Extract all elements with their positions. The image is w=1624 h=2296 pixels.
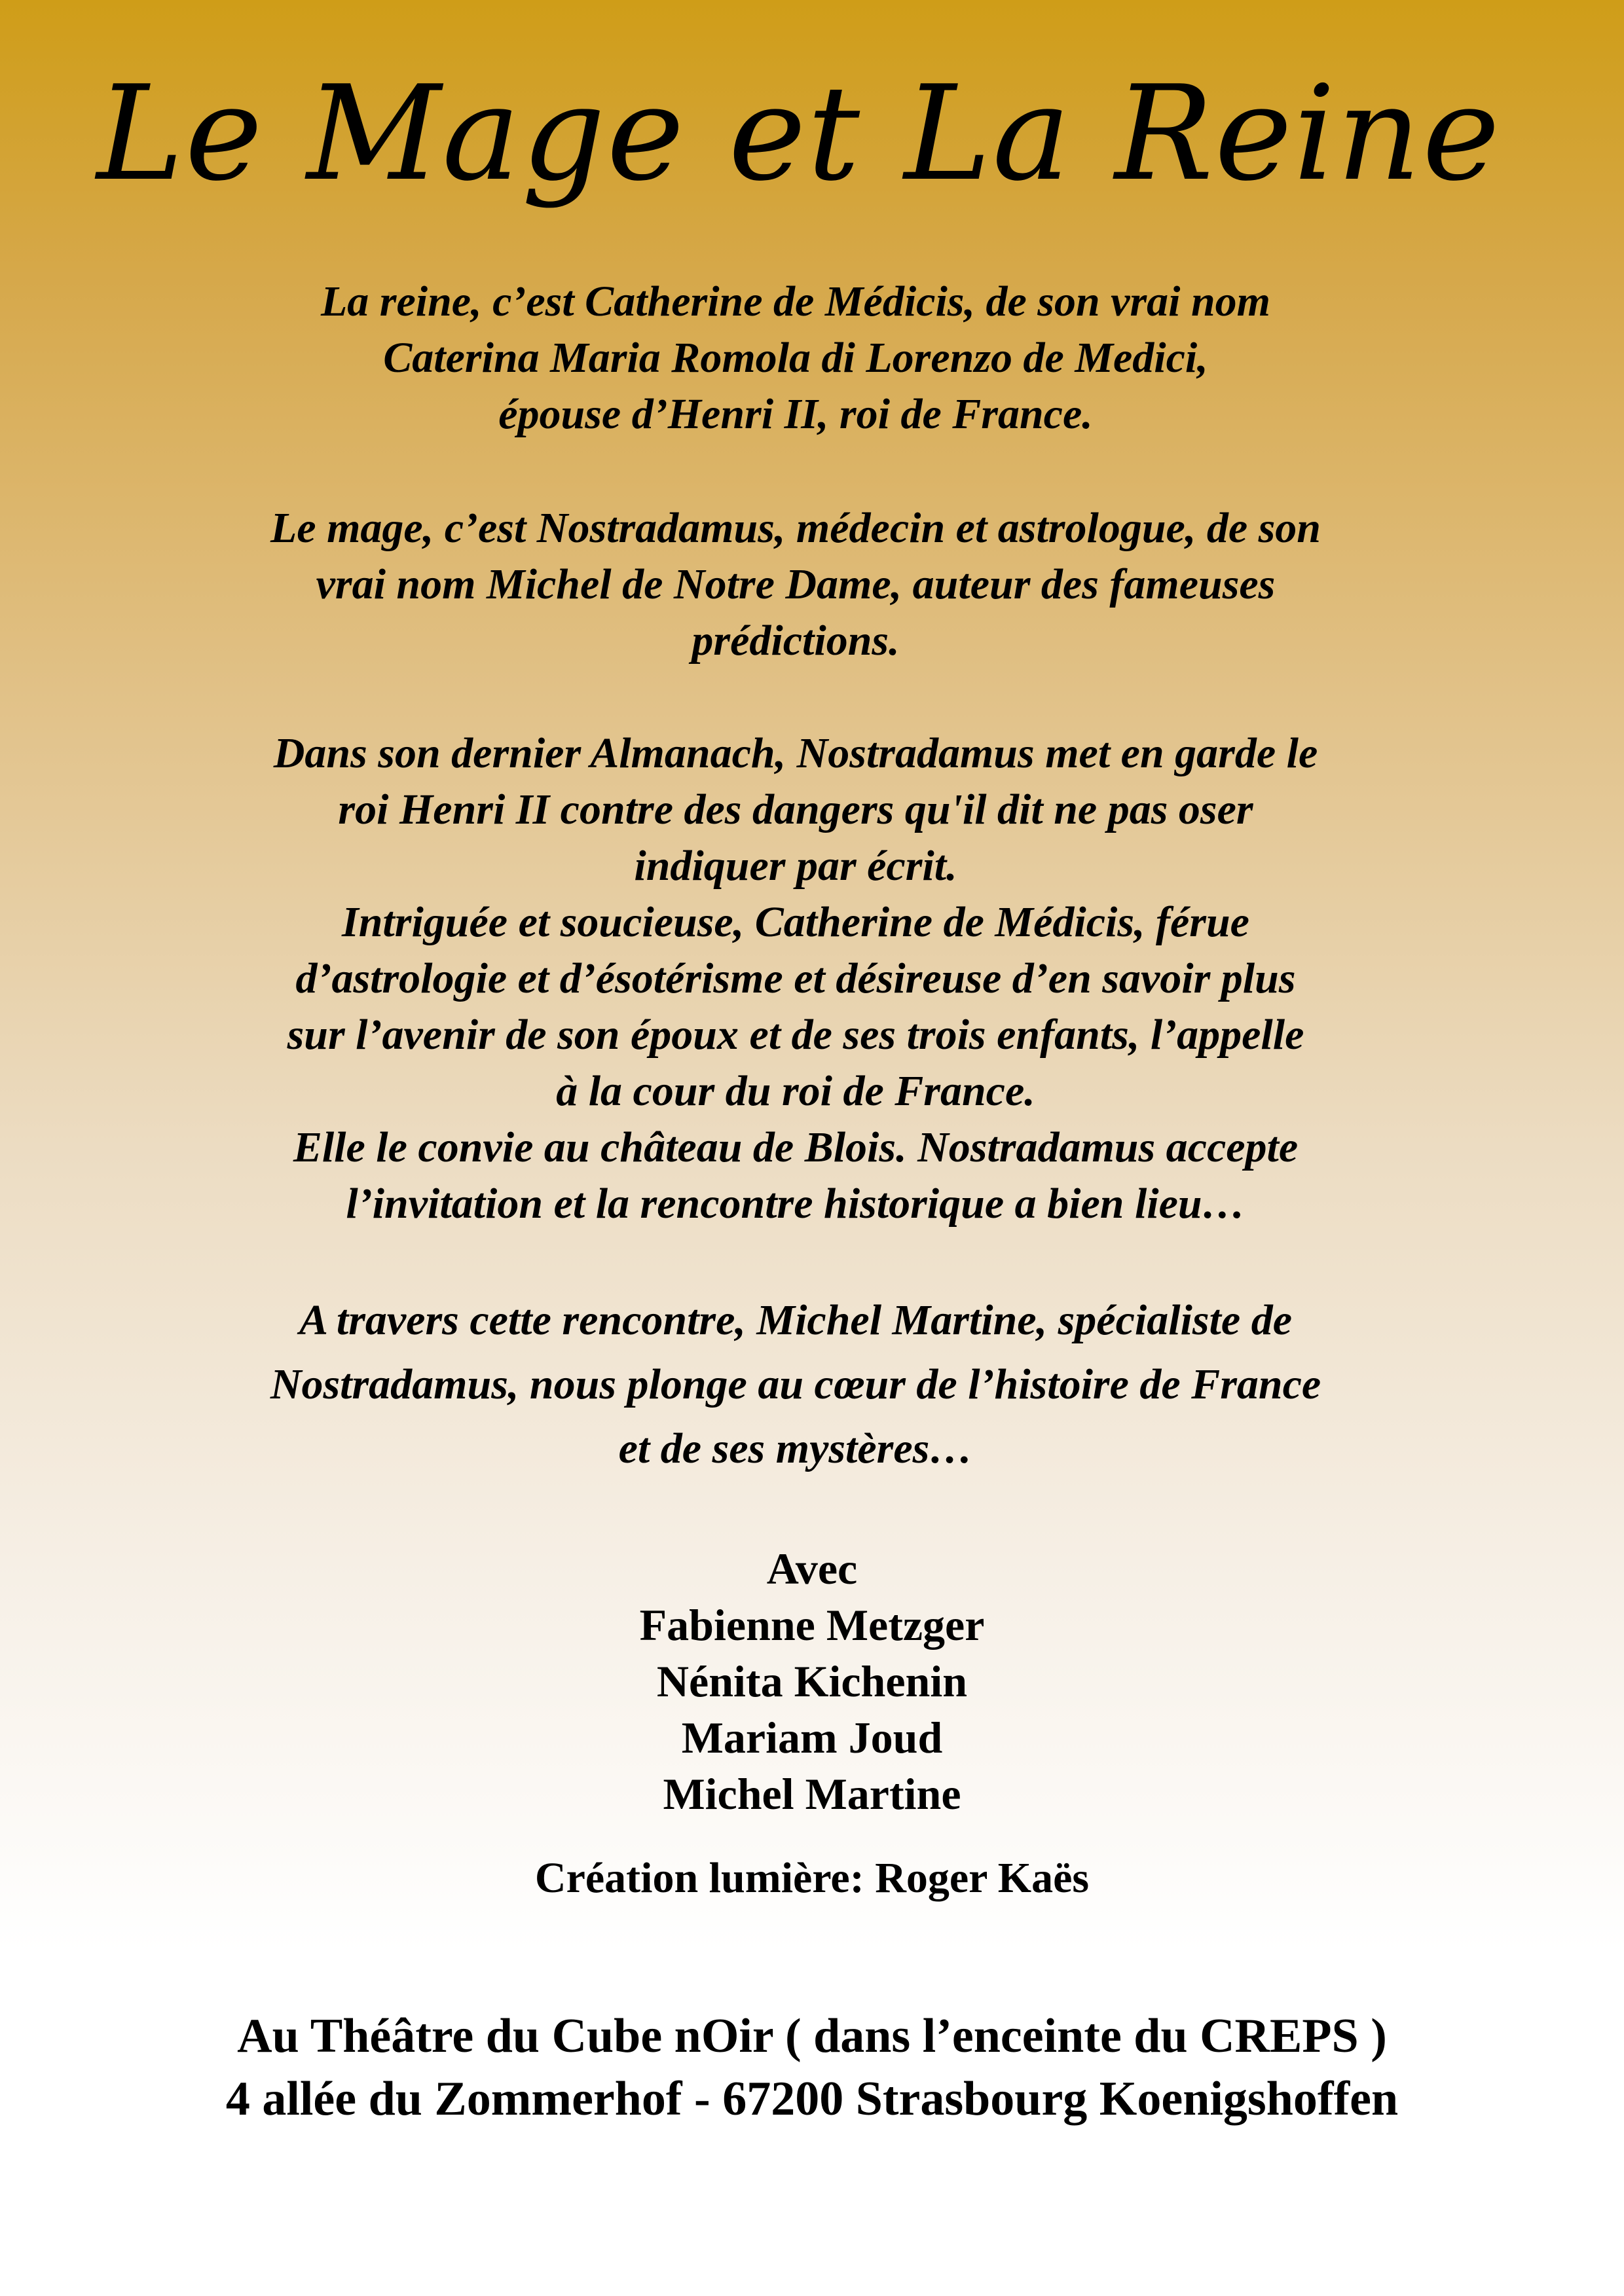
- text-line: et de ses mystères…: [618, 1425, 973, 1472]
- text-line: d’astrologie et d’ésotérisme et désireuse d’en savoir plus: [295, 955, 1296, 1002]
- cast-member: Fabienne Metzger: [639, 1600, 985, 1650]
- text-line: indiquer par écrit.: [634, 842, 957, 890]
- text-line: roi Henri II contre des dangers qu'il dit ne pas oser: [338, 786, 1253, 833]
- text-line: à la cour du roi de France.: [556, 1067, 1035, 1115]
- text-line: Elle le convie au château de Blois. Nostradamus accepte: [293, 1123, 1299, 1171]
- paragraph-mage: [0, 500, 1591, 669]
- text-line: épouse d’Henri II, roi de France.: [498, 390, 1093, 438]
- paragraph-story: [0, 725, 1591, 1232]
- cast-member: Nénita Kichenin: [656, 1656, 968, 1706]
- text-line: sur l’avenir de son époux et de ses trois enfants, l’appelle: [287, 1011, 1304, 1059]
- paragraph-queen: [0, 274, 1591, 443]
- text-line: Dans son dernier Almanach, Nostradamus met en garde le: [273, 729, 1318, 777]
- cast-heading: Avec: [766, 1544, 858, 1594]
- flyer-title: Le Mage et La Reine: [96, 58, 1502, 210]
- lighting-credit: Création lumière: Roger Kaës: [534, 1854, 1090, 1902]
- text-line: prédictions.: [692, 617, 900, 665]
- text-line: Nostradamus, nous plonge au cœur de l’histoire de France: [270, 1360, 1321, 1408]
- venue-info: [0, 2005, 1624, 2130]
- text-line: Le mage, c’est Nostradamus, médecin et astrologue, de son: [270, 504, 1321, 552]
- text-line: vrai nom Michel de Notre Dame, auteur des fameuses: [316, 560, 1276, 608]
- text-line: Intriguée et soucieuse, Catherine de Médicis, férue: [342, 898, 1249, 946]
- text-line: l’invitation et la rencontre historique a bien lieu…: [346, 1180, 1246, 1228]
- paragraph-author: [0, 1288, 1591, 1481]
- venue-address: 4 allée du Zommerhof - 67200 Strasbourg Koenigshoffen: [225, 2072, 1399, 2126]
- cast-list: [0, 1540, 1624, 1822]
- text-line: A travers cette rencontre, Michel Martine, spécialiste de: [299, 1296, 1292, 1344]
- text-line: La reine, c’est Catherine de Médicis, de son vrai nom: [320, 278, 1271, 325]
- venue-name: Au Théâtre du Cube nOir ( dans l’enceinte du CREPS ): [237, 2009, 1387, 2063]
- cast-member: Mariam Joud: [681, 1713, 943, 1762]
- text-line: Caterina Maria Romola di Lorenzo de Medici,: [383, 334, 1208, 382]
- cast-member: Michel Martine: [663, 1769, 961, 1819]
